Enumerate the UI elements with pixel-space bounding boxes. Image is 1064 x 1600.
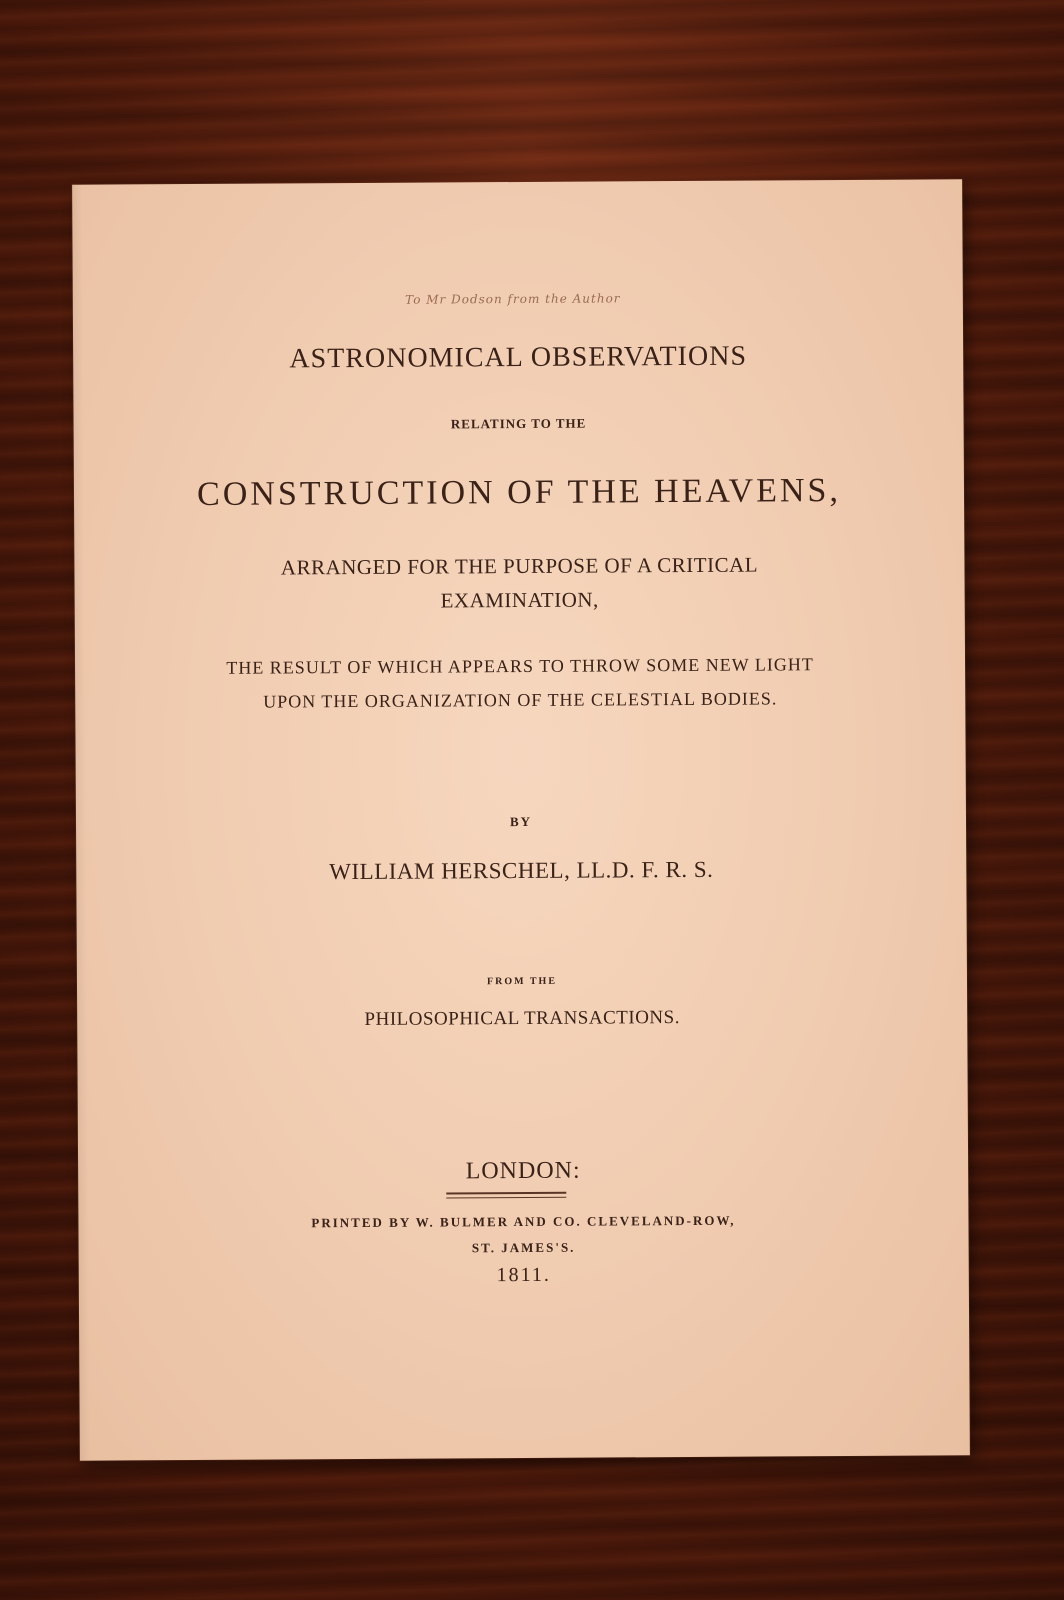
double-rule-divider — [446, 1192, 566, 1199]
year: 1811. — [496, 1263, 551, 1287]
arranged-line-2: EXAMINATION, — [440, 587, 599, 613]
author-name: WILLIAM HERSCHEL, LL.D. F. R. S. — [329, 856, 714, 885]
arranged-line-1: ARRANGED FOR THE PURPOSE OF A CRITICAL — [280, 552, 759, 580]
from-the-label: FROM THE — [486, 975, 558, 988]
handwritten-inscription: To Mr Dodson from the Author — [405, 291, 621, 307]
title-page — [72, 179, 970, 1460]
city: LONDON: — [465, 1157, 581, 1185]
printer-line-1: PRINTED BY W. BULMER AND CO. CLEVELAND-ROW, — [311, 1212, 736, 1231]
by-label: BY — [509, 813, 533, 830]
relating-to-the: RELATING TO THE — [450, 415, 587, 432]
result-line-2: UPON THE ORGANIZATION OF THE CELESTIAL BODIES. — [263, 688, 778, 712]
result-line-1: THE RESULT OF WHICH APPEARS TO THROW SOME NEW LIGHT — [226, 654, 814, 678]
title-astronomical-observations: ASTRONOMICAL OBSERVATIONS — [289, 340, 748, 375]
source-publication: PHILOSOPHICAL TRANSACTIONS. — [364, 1007, 680, 1030]
main-title: CONSTRUCTION OF THE HEAVENS, — [196, 472, 841, 513]
printer-line-2: ST. JAMES'S. — [471, 1239, 576, 1256]
